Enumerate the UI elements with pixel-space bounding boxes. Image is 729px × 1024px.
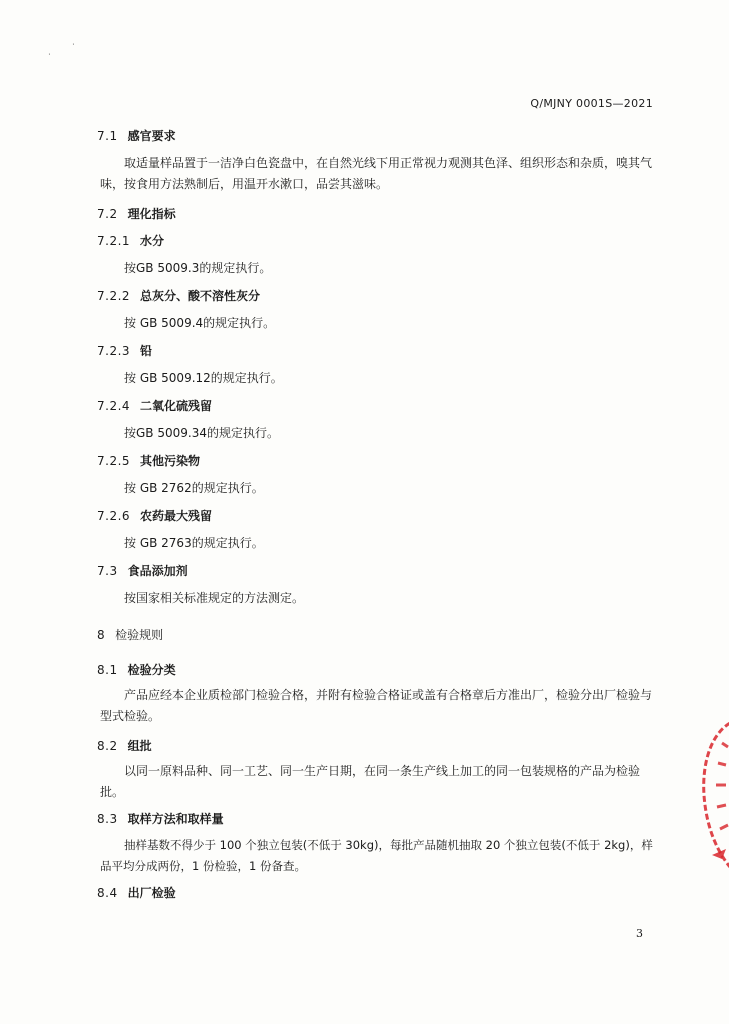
paragraph: 产品应经本企业质检部门检验合格，并附有检验合格证或盖有合格章后方准出厂，检验分出厂检验与型式检验。 (100, 688, 653, 723)
scan-speck: ⋅ (72, 40, 75, 49)
paragraph: 抽样基数不得少于 100 个独立包装(不低于 30kg)，每批产品随机抽取 20 个独立包装(不低于 2kg)，样品平均分成两份，1 份检验，1 份备查。 (100, 838, 653, 873)
section-heading: 7.2.5 其他污染物 (97, 454, 201, 468)
paragraph: 按GB 5009.34的规定执行。 (124, 426, 279, 440)
paragraph: 取适量样品置于一洁净白色瓷盘中，在自然光线下用正常视力观测其色泽、组织形态和杂质，嗅其气味，按食用方法熟制后，用温开水漱口，品尝其滋味。 (100, 156, 653, 191)
section-heading: 7.2.3 铅 (97, 344, 153, 358)
section-heading: 7.2.4 二氧化硫残留 (97, 399, 213, 413)
section-heading: 7.2 理化指标 (97, 207, 176, 221)
paragraph: 按国家相关标准规定的方法测定。 (124, 591, 305, 605)
standard-code: Q/MJNY 0001S—2021 (530, 97, 653, 110)
section-heading: 8.2 组批 (97, 739, 152, 753)
paragraph: 按 GB 2763的规定执行。 (124, 536, 264, 550)
page-number: 3 (636, 927, 643, 940)
chapter-heading: 8 检验规则 (97, 628, 164, 642)
paragraph: 按 GB 2762的规定执行。 (124, 481, 264, 495)
scan-speck: ⋅ (48, 50, 51, 59)
paragraph: 按 GB 5009.12的规定执行。 (124, 371, 283, 385)
section-heading: 7.3 食品添加剂 (97, 564, 188, 578)
section-heading: 8.4 出厂检验 (97, 886, 176, 900)
section-heading: 7.2.1 水分 (97, 234, 165, 248)
paragraph: 按GB 5009.3的规定执行。 (124, 261, 272, 275)
section-heading: 7.2.2 总灰分、酸不溶性灰分 (97, 289, 261, 303)
red-seal-stamp (690, 715, 729, 875)
section-heading: 8.3 取样方法和取样量 (97, 812, 224, 826)
paragraph: 以同一原料品种、同一工艺、同一生产日期，在同一条生产线上加工的同一包装规格的产品为检验批。 (100, 764, 641, 799)
section-heading: 7.2.6 农药最大残留 (97, 509, 213, 523)
section-heading: 8.1 检验分类 (97, 663, 176, 677)
paragraph: 按 GB 5009.4的规定执行。 (124, 316, 276, 330)
section-heading: 7.1 感官要求 (97, 129, 176, 143)
